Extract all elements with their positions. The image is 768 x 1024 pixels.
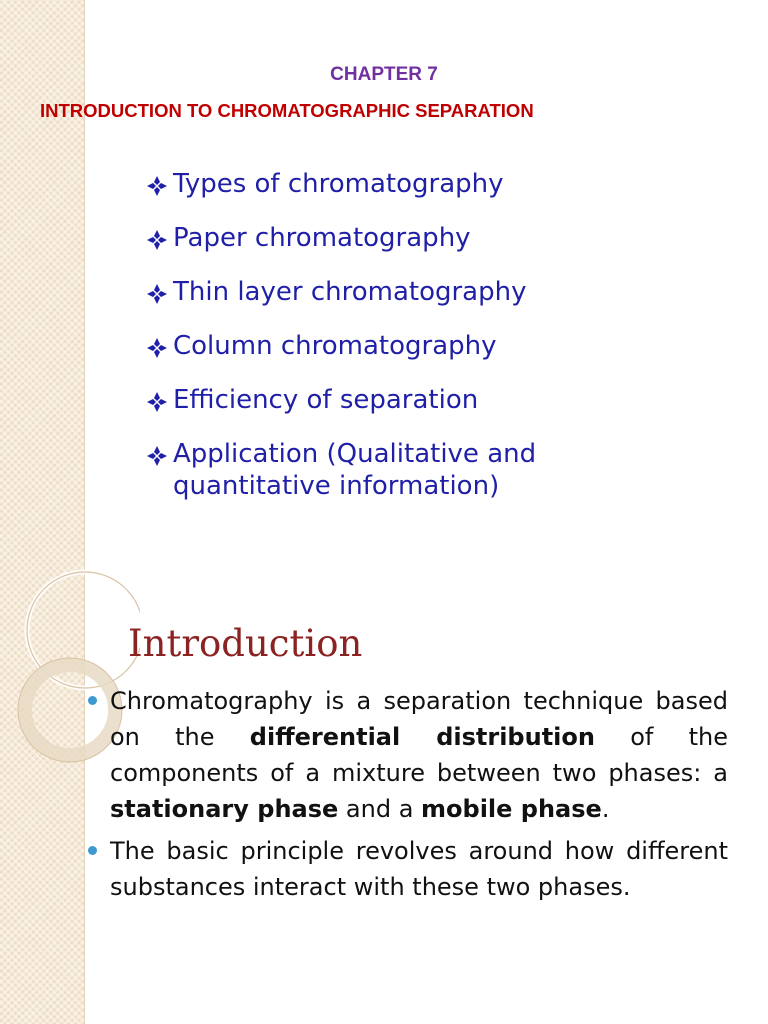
topic-item	[145, 434, 536, 534]
chapter-title: INTRODUCTION TO CHROMATOGRAPHIC SEPARATION	[40, 100, 534, 121]
body-bullet-list	[86, 683, 728, 911]
body-paragraph	[86, 683, 728, 827]
emphasis-text: differential distribution	[249, 723, 595, 751]
topic-text: Column chromatography	[173, 331, 497, 361]
emphasis-text: mobile phase	[421, 795, 602, 823]
topic-text: Thin layer chromatography	[173, 277, 527, 307]
topic-item	[145, 164, 536, 218]
paragraph-text: The basic principle revolves around how different substances interact with these two phases.	[110, 837, 728, 901]
section-heading: Introduction	[128, 622, 363, 665]
diamond-bullet-icon	[145, 444, 169, 468]
topic-item	[145, 380, 536, 434]
paragraph-text: .	[601, 795, 610, 823]
side-band-texture	[0, 0, 85, 1024]
diamond-bullet-icon	[145, 336, 169, 360]
diamond-bullet-icon	[145, 174, 169, 198]
chapter-label: CHAPTER 7	[330, 64, 438, 85]
topic-text: Types of chromatography	[173, 169, 504, 199]
dot-bullet-icon	[88, 846, 97, 855]
topic-item	[145, 218, 536, 272]
topic-item	[145, 272, 536, 326]
emphasis-text: stationary phase	[110, 795, 339, 823]
body-paragraph	[86, 833, 728, 905]
topic-text: Paper chromatography	[173, 223, 471, 253]
dot-bullet-icon	[88, 696, 97, 705]
topic-list	[145, 164, 536, 534]
topic-item	[145, 326, 536, 380]
diamond-bullet-icon	[145, 228, 169, 252]
diamond-bullet-icon	[145, 390, 169, 414]
diamond-bullet-icon	[145, 282, 169, 306]
paragraph-text: of the components of a mixture between two phases: a	[110, 723, 728, 787]
topic-text-continuation: quantitative information)	[173, 471, 500, 501]
topic-text: Application (Qualitative and	[173, 439, 537, 469]
paragraph-text: Chromatography is a separation technique based on the	[110, 687, 728, 751]
topic-text: Efficiency of separation	[173, 385, 479, 415]
paragraph-text: and a	[338, 795, 422, 823]
